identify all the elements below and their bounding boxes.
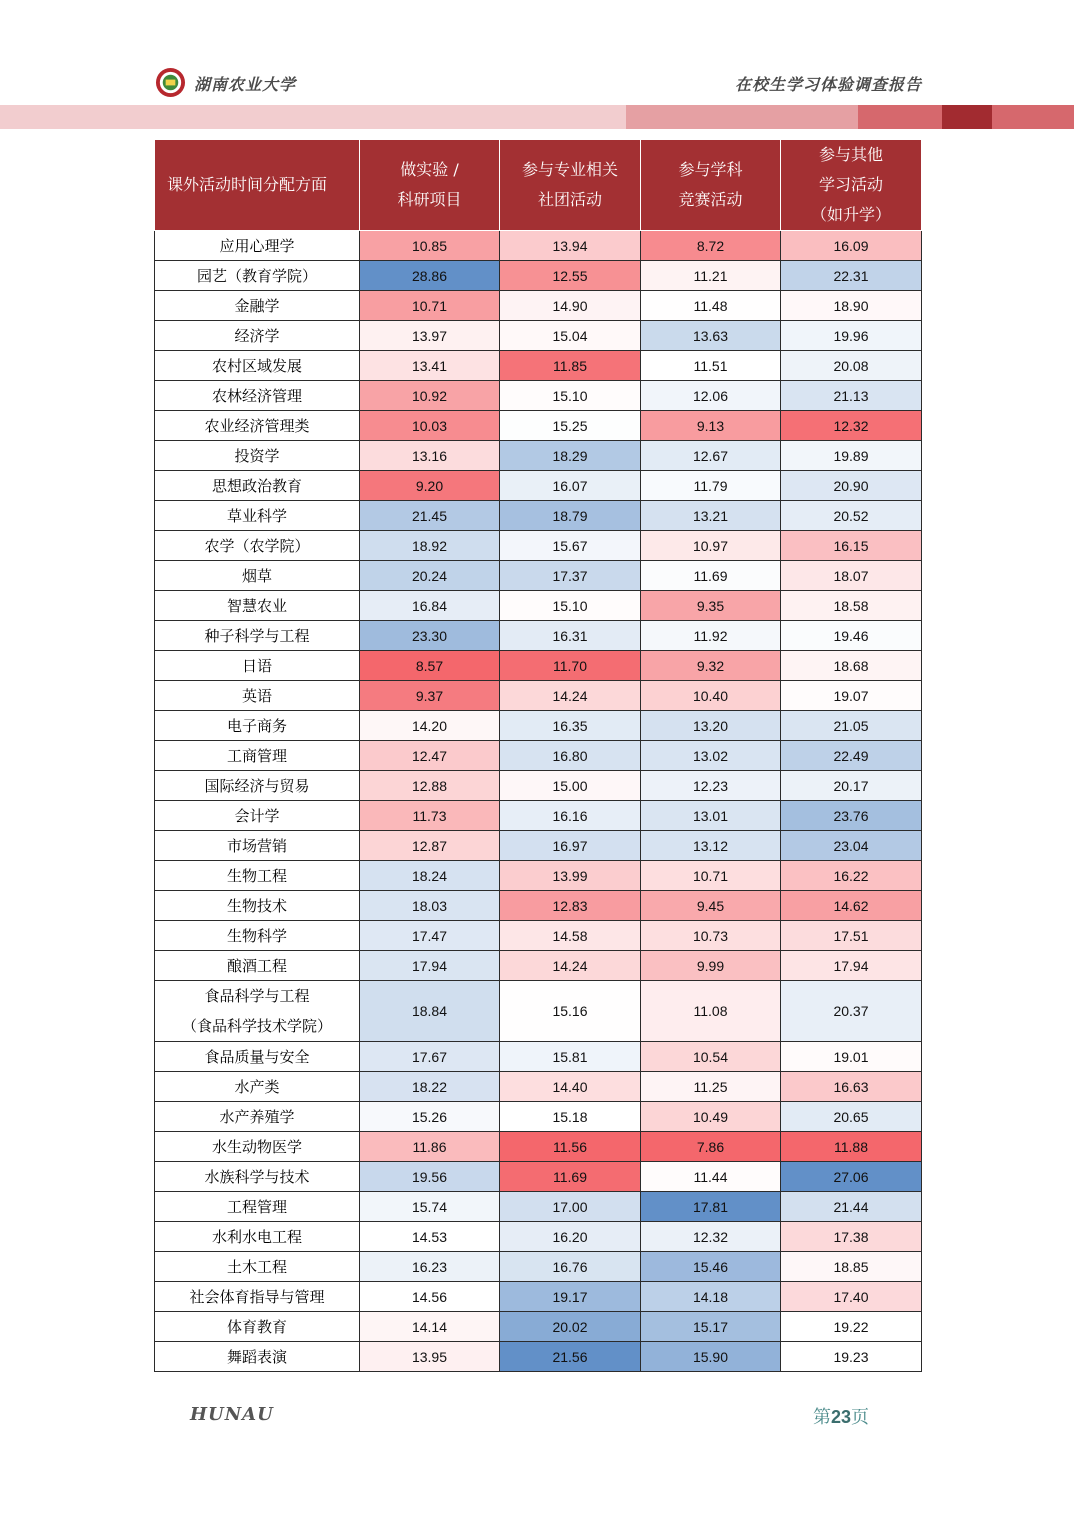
major-name: [155, 1132, 360, 1162]
header-band-accent: [858, 105, 942, 129]
major-name: [155, 441, 360, 471]
table-row: [155, 531, 922, 561]
table-header-row: [155, 140, 922, 231]
value-cell: 15.25: [500, 411, 641, 441]
value-cell: 17.94: [360, 951, 500, 981]
table-row: [155, 441, 922, 471]
value-cell: 13.21: [641, 501, 781, 531]
page-suffix: 页: [851, 1407, 870, 1428]
value-cell: 11.69: [641, 561, 781, 591]
column-header: [500, 140, 641, 231]
value-cell: 19.89: [781, 441, 922, 471]
major-name: [155, 1342, 360, 1372]
table-row: [155, 1132, 922, 1162]
table-row: [155, 1072, 922, 1102]
value-cell: 21.45: [360, 501, 500, 531]
value-cell: 16.63: [781, 1072, 922, 1102]
table-row: [155, 1162, 922, 1192]
value-cell: 11.51: [641, 351, 781, 381]
major-name-line: 国际经济与贸易: [204, 777, 310, 795]
major-name-line: 英语: [241, 687, 272, 705]
major-name: [155, 1042, 360, 1072]
value-cell: 19.01: [781, 1042, 922, 1072]
value-cell: 14.62: [781, 891, 922, 921]
value-cell: 18.68: [781, 651, 922, 681]
value-cell: 14.18: [641, 1282, 781, 1312]
value-cell: 15.26: [360, 1102, 500, 1132]
value-cell: 10.92: [360, 381, 500, 411]
major-name-line: 生物技术: [226, 897, 287, 915]
major-name-line: 工程管理: [226, 1198, 287, 1216]
major-name-line: 水产养殖学: [219, 1108, 295, 1126]
value-cell: 13.02: [641, 741, 781, 771]
value-cell: 11.56: [500, 1132, 641, 1162]
table-row: [155, 981, 922, 1042]
column-header: [360, 140, 500, 231]
value-cell: 16.84: [360, 591, 500, 621]
value-cell: 11.70: [500, 651, 641, 681]
value-cell: 18.29: [500, 441, 641, 471]
major-name-line: 社会体育指导与管理: [189, 1288, 325, 1306]
column-header-line: 社团活动: [537, 190, 602, 209]
value-cell: 9.37: [360, 681, 500, 711]
footer-logo-text: HUNAU: [190, 1404, 274, 1425]
value-cell: 8.57: [360, 651, 500, 681]
value-cell: 11.44: [641, 1162, 781, 1192]
column-header-line: 课外活动时间分配方面: [167, 175, 328, 194]
major-name: [155, 891, 360, 921]
value-cell: 12.55: [500, 261, 641, 291]
value-cell: 13.16: [360, 441, 500, 471]
value-cell: 14.53: [360, 1222, 500, 1252]
major-name: [155, 231, 360, 261]
major-name-line: 日语: [241, 657, 272, 675]
value-cell: 14.40: [500, 1072, 641, 1102]
table-row: [155, 561, 922, 591]
major-name-line: 水产类: [234, 1078, 280, 1096]
value-cell: 13.01: [641, 801, 781, 831]
value-cell: 9.35: [641, 591, 781, 621]
value-cell: 11.21: [641, 261, 781, 291]
table-row: [155, 1312, 922, 1342]
table-row: [155, 801, 922, 831]
table-row: [155, 471, 922, 501]
table-row: [155, 861, 922, 891]
page-number: [813, 1403, 869, 1429]
value-cell: 20.90: [781, 471, 922, 501]
value-cell: 17.38: [781, 1222, 922, 1252]
column-header: [781, 140, 922, 231]
value-cell: 17.51: [781, 921, 922, 951]
value-cell: 15.74: [360, 1192, 500, 1222]
header-band-medium: [626, 105, 858, 129]
value-cell: 28.86: [360, 261, 500, 291]
column-header-line: （如升学）: [810, 205, 891, 224]
value-cell: 10.97: [641, 531, 781, 561]
header-band-accent-right: [992, 105, 1074, 129]
major-name: [155, 1252, 360, 1282]
table-row: [155, 231, 922, 261]
major-name: [155, 771, 360, 801]
value-cell: 27.06: [781, 1162, 922, 1192]
value-cell: 19.22: [781, 1312, 922, 1342]
major-name: [155, 261, 360, 291]
value-cell: 14.90: [500, 291, 641, 321]
value-cell: 11.79: [641, 471, 781, 501]
major-name: [155, 561, 360, 591]
value-cell: 15.46: [641, 1252, 781, 1282]
value-cell: 14.24: [500, 951, 641, 981]
value-cell: 17.47: [360, 921, 500, 951]
major-name: [155, 321, 360, 351]
value-cell: 15.90: [641, 1342, 781, 1372]
major-name-line: 金融学: [234, 297, 280, 315]
major-name-line: 水族科学与技术: [204, 1168, 310, 1186]
value-cell: 18.79: [500, 501, 641, 531]
major-name: [155, 1192, 360, 1222]
value-cell: 9.99: [641, 951, 781, 981]
major-name: [155, 681, 360, 711]
value-cell: 10.71: [360, 291, 500, 321]
value-cell: 15.10: [500, 591, 641, 621]
value-cell: 10.85: [360, 231, 500, 261]
value-cell: 11.48: [641, 291, 781, 321]
value-cell: 9.32: [641, 651, 781, 681]
table-row: [155, 891, 922, 921]
major-name-line: 舞蹈表演: [226, 1348, 287, 1366]
major-name: [155, 1282, 360, 1312]
value-cell: 11.25: [641, 1072, 781, 1102]
value-cell: 23.30: [360, 621, 500, 651]
value-cell: 10.54: [641, 1042, 781, 1072]
column-header-line: 参与学科: [678, 160, 743, 179]
major-name-line: （食品科学技术学院）: [181, 1017, 332, 1035]
value-cell: 16.22: [781, 861, 922, 891]
table-row: [155, 501, 922, 531]
major-name-line: 土木工程: [226, 1258, 287, 1276]
value-cell: 16.23: [360, 1252, 500, 1282]
table-row: [155, 351, 922, 381]
major-name: [155, 291, 360, 321]
value-cell: 15.04: [500, 321, 641, 351]
major-name-line: 食品质量与安全: [204, 1048, 310, 1066]
value-cell: 21.56: [500, 1342, 641, 1372]
major-name: [155, 921, 360, 951]
value-cell: 18.84: [360, 981, 500, 1042]
value-cell: 13.97: [360, 321, 500, 351]
value-cell: 16.35: [500, 711, 641, 741]
value-cell: 18.90: [781, 291, 922, 321]
value-cell: 11.86: [360, 1132, 500, 1162]
major-name-line: 体育教育: [226, 1318, 287, 1336]
table-row: [155, 1042, 922, 1072]
value-cell: 13.20: [641, 711, 781, 741]
table-row: [155, 951, 922, 981]
value-cell: 17.81: [641, 1192, 781, 1222]
column-header-line: 做实验 /: [400, 160, 459, 179]
university-logo: [155, 67, 186, 98]
major-name-line: 食品科学与工程: [204, 987, 310, 1005]
value-cell: 17.94: [781, 951, 922, 981]
value-cell: 20.24: [360, 561, 500, 591]
table-row: [155, 261, 922, 291]
report-title: 在校生学习体验调查报告: [734, 75, 922, 94]
value-cell: 16.16: [500, 801, 641, 831]
column-header-line: 竞赛活动: [678, 190, 743, 209]
value-cell: 16.09: [781, 231, 922, 261]
value-cell: 14.58: [500, 921, 641, 951]
value-cell: 12.87: [360, 831, 500, 861]
value-cell: 11.08: [641, 981, 781, 1042]
column-header-line: 参与专业相关: [521, 160, 618, 179]
value-cell: 14.56: [360, 1282, 500, 1312]
value-cell: 12.32: [781, 411, 922, 441]
table-row: [155, 621, 922, 651]
value-cell: 22.31: [781, 261, 922, 291]
value-cell: 18.85: [781, 1252, 922, 1282]
major-name-line: 智慧农业: [226, 597, 287, 615]
value-cell: 12.67: [641, 441, 781, 471]
table-body: [155, 231, 922, 1372]
value-cell: 13.63: [641, 321, 781, 351]
value-cell: 11.88: [781, 1132, 922, 1162]
value-cell: 11.85: [500, 351, 641, 381]
table-row: [155, 1282, 922, 1312]
value-cell: 7.86: [641, 1132, 781, 1162]
major-name-line: 应用心理学: [219, 237, 295, 255]
value-cell: 11.92: [641, 621, 781, 651]
table-row: [155, 711, 922, 741]
major-name-line: 农林经济管理: [211, 387, 302, 405]
value-cell: 18.07: [781, 561, 922, 591]
value-cell: 20.02: [500, 1312, 641, 1342]
value-cell: 13.99: [500, 861, 641, 891]
major-name-line: 农学（农学院）: [204, 537, 310, 555]
major-name-line: 生物工程: [226, 867, 287, 885]
major-name: [155, 351, 360, 381]
table-row: [155, 1102, 922, 1132]
value-cell: 13.12: [641, 831, 781, 861]
value-cell: 14.24: [500, 681, 641, 711]
value-cell: 13.95: [360, 1342, 500, 1372]
major-name: [155, 531, 360, 561]
value-cell: 9.45: [641, 891, 781, 921]
major-name: [155, 981, 360, 1042]
major-name: [155, 861, 360, 891]
value-cell: 19.07: [781, 681, 922, 711]
table-row: [155, 321, 922, 351]
header-band-dark: [942, 105, 992, 129]
value-cell: 19.56: [360, 1162, 500, 1192]
table-row: [155, 1222, 922, 1252]
major-name: [155, 1102, 360, 1132]
major-name: [155, 471, 360, 501]
value-cell: 15.67: [500, 531, 641, 561]
major-name: [155, 711, 360, 741]
value-cell: 12.32: [641, 1222, 781, 1252]
table-row: [155, 831, 922, 861]
table-row: [155, 381, 922, 411]
column-header: [641, 140, 781, 231]
major-name-line: 烟草: [241, 567, 272, 585]
value-cell: 12.47: [360, 741, 500, 771]
value-cell: 8.72: [641, 231, 781, 261]
value-cell: 15.10: [500, 381, 641, 411]
column-header-line: 科研项目: [397, 190, 462, 209]
value-cell: 22.49: [781, 741, 922, 771]
value-cell: 21.13: [781, 381, 922, 411]
major-name-line: 市场营销: [226, 837, 287, 855]
value-cell: 16.20: [500, 1222, 641, 1252]
value-cell: 16.80: [500, 741, 641, 771]
value-cell: 11.73: [360, 801, 500, 831]
major-name-line: 工商管理: [226, 747, 287, 765]
header-band-light: [0, 105, 626, 129]
value-cell: 17.67: [360, 1042, 500, 1072]
value-cell: 15.17: [641, 1312, 781, 1342]
major-name: [155, 1222, 360, 1252]
value-cell: 17.40: [781, 1282, 922, 1312]
value-cell: 12.88: [360, 771, 500, 801]
value-cell: 13.94: [500, 231, 641, 261]
major-name-line: 种子科学与工程: [204, 627, 310, 645]
value-cell: 18.22: [360, 1072, 500, 1102]
page-number-value: 23: [831, 1407, 852, 1427]
major-name: [155, 741, 360, 771]
major-name-line: 会计学: [234, 807, 280, 825]
value-cell: 15.16: [500, 981, 641, 1042]
value-cell: 18.58: [781, 591, 922, 621]
table-row: [155, 681, 922, 711]
table-row: [155, 651, 922, 681]
value-cell: 14.20: [360, 711, 500, 741]
major-name-line: 草业科学: [226, 507, 287, 525]
major-name-line: 电子商务: [226, 717, 287, 735]
value-cell: 20.37: [781, 981, 922, 1042]
table-row: [155, 411, 922, 441]
major-name-line: 生物科学: [226, 927, 287, 945]
major-name-line: 园艺（教育学院）: [196, 267, 317, 285]
major-name-line: 投资学: [234, 447, 280, 465]
column-header: [155, 140, 360, 231]
value-cell: 15.00: [500, 771, 641, 801]
major-name-line: 经济学: [234, 327, 280, 345]
value-cell: 18.92: [360, 531, 500, 561]
value-cell: 10.03: [360, 411, 500, 441]
value-cell: 12.83: [500, 891, 641, 921]
value-cell: 17.00: [500, 1192, 641, 1222]
value-cell: 21.05: [781, 711, 922, 741]
value-cell: 10.73: [641, 921, 781, 951]
major-name: [155, 1162, 360, 1192]
major-name: [155, 411, 360, 441]
value-cell: 12.06: [641, 381, 781, 411]
value-cell: 11.69: [500, 1162, 641, 1192]
value-cell: 18.24: [360, 861, 500, 891]
major-name-line: 思想政治教育: [211, 477, 302, 495]
value-cell: 15.18: [500, 1102, 641, 1132]
value-cell: 20.17: [781, 771, 922, 801]
major-name: [155, 621, 360, 651]
major-name: [155, 501, 360, 531]
value-cell: 16.07: [500, 471, 641, 501]
value-cell: 19.96: [781, 321, 922, 351]
table-row: [155, 1252, 922, 1282]
value-cell: 23.76: [781, 801, 922, 831]
value-cell: 15.81: [500, 1042, 641, 1072]
major-name: [155, 1312, 360, 1342]
page-prefix: 第: [813, 1407, 831, 1428]
table-row: [155, 591, 922, 621]
major-name-line: 农村区域发展: [211, 357, 302, 375]
major-name-line: 农业经济管理类: [204, 417, 310, 435]
major-name: [155, 831, 360, 861]
value-cell: 10.71: [641, 861, 781, 891]
value-cell: 10.40: [641, 681, 781, 711]
value-cell: 19.17: [500, 1282, 641, 1312]
column-header-line: 学习活动: [818, 175, 883, 194]
value-cell: 13.41: [360, 351, 500, 381]
major-name-line: 水利水电工程: [211, 1228, 302, 1246]
value-cell: 16.76: [500, 1252, 641, 1282]
column-header-line: 参与其他: [818, 145, 883, 164]
major-name: [155, 951, 360, 981]
value-cell: 23.04: [781, 831, 922, 861]
value-cell: 16.31: [500, 621, 641, 651]
table-row: [155, 1342, 922, 1372]
major-name: [155, 1072, 360, 1102]
table-row: [155, 291, 922, 321]
university-name: 湖南农业大学: [194, 75, 297, 94]
value-cell: 9.13: [641, 411, 781, 441]
value-cell: 20.08: [781, 351, 922, 381]
value-cell: 20.52: [781, 501, 922, 531]
value-cell: 19.23: [781, 1342, 922, 1372]
value-cell: 12.23: [641, 771, 781, 801]
value-cell: 17.37: [500, 561, 641, 591]
major-name-line: 水生动物医学: [211, 1138, 302, 1156]
table-row: [155, 771, 922, 801]
value-cell: 14.14: [360, 1312, 500, 1342]
value-cell: 10.49: [641, 1102, 781, 1132]
value-cell: 19.46: [781, 621, 922, 651]
value-cell: 18.03: [360, 891, 500, 921]
value-cell: 20.65: [781, 1102, 922, 1132]
major-name: [155, 591, 360, 621]
table-row: [155, 1192, 922, 1222]
major-name: [155, 801, 360, 831]
value-cell: 16.15: [781, 531, 922, 561]
major-name: [155, 651, 360, 681]
value-cell: 16.97: [500, 831, 641, 861]
major-name: [155, 381, 360, 411]
table-row: [155, 741, 922, 771]
value-cell: 21.44: [781, 1192, 922, 1222]
value-cell: 9.20: [360, 471, 500, 501]
major-name-line: 酿酒工程: [226, 957, 287, 975]
table-row: [155, 921, 922, 951]
activity-time-table: [154, 139, 922, 1372]
